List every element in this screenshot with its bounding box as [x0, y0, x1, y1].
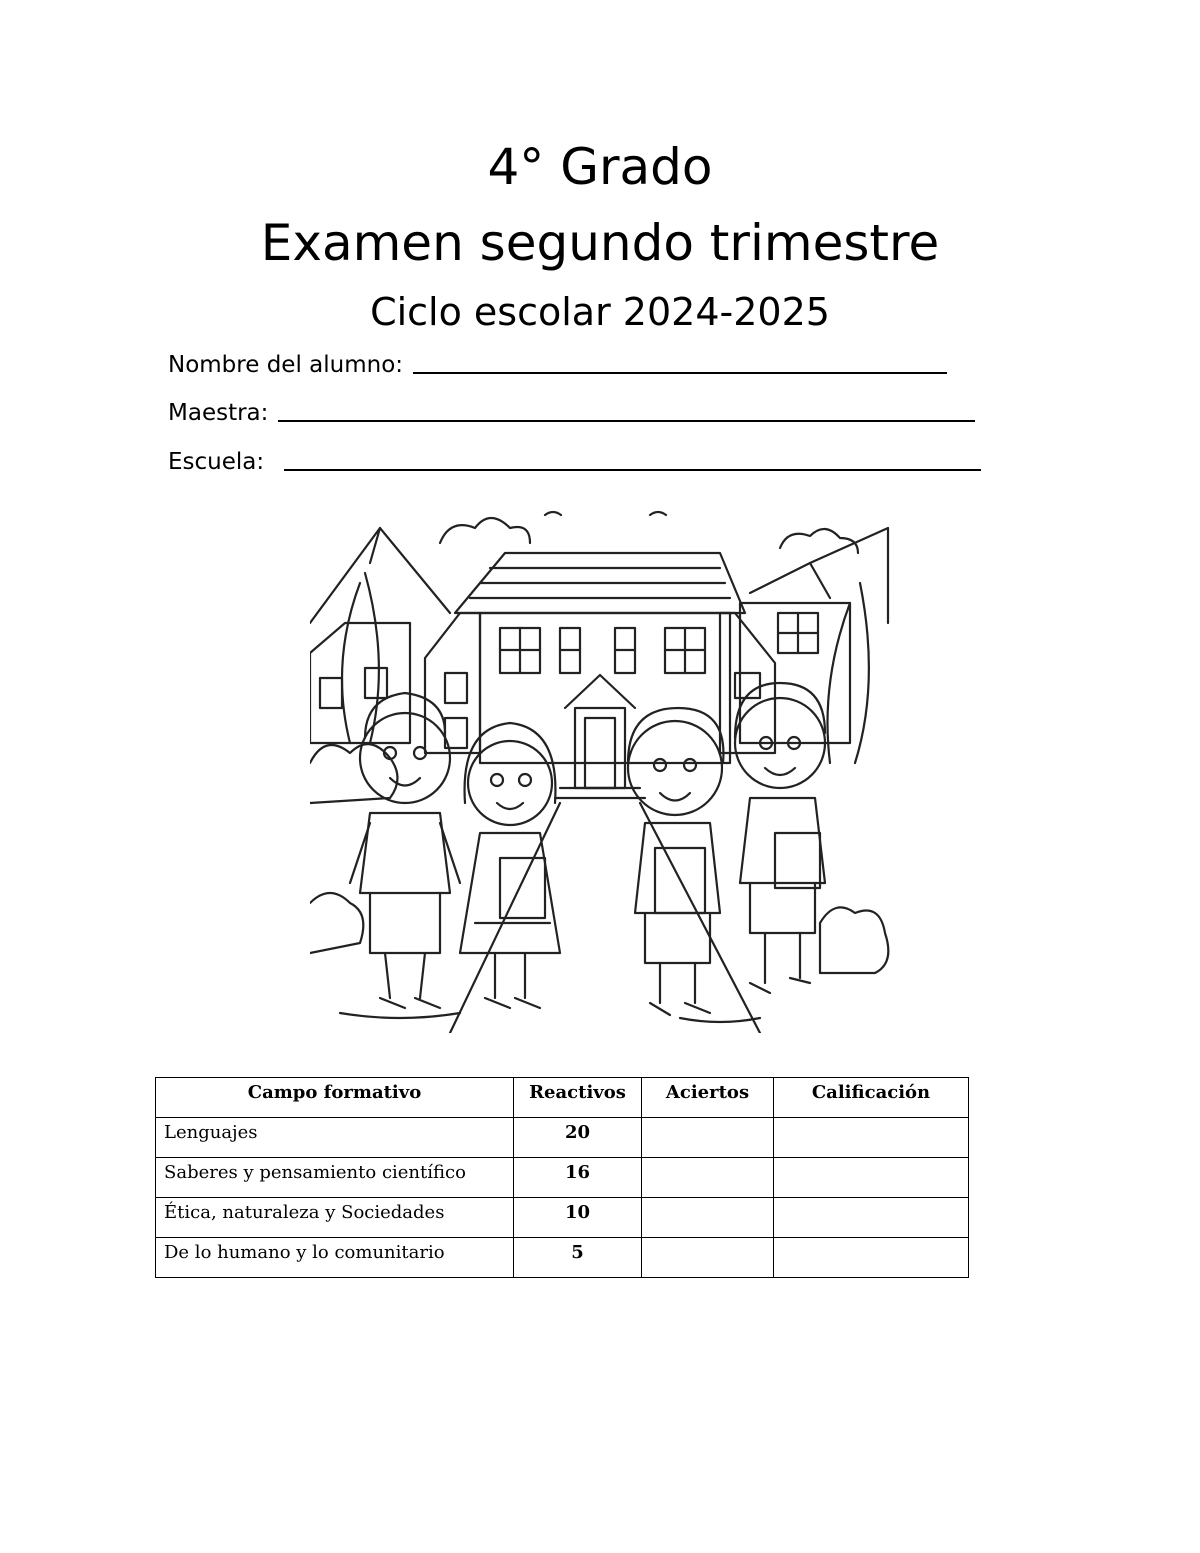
exam-title: Examen segundo trimestre — [260, 214, 940, 272]
school-field — [168, 449, 981, 475]
cell-campo: De lo humano y lo comunitario — [156, 1238, 514, 1278]
cell-aciertos[interactable] — [642, 1118, 774, 1158]
header-campo: Campo formativo — [156, 1078, 514, 1118]
header-calificacion: Calificación — [774, 1078, 969, 1118]
table-header-row — [156, 1078, 969, 1118]
teacher-line[interactable] — [278, 419, 975, 422]
cell-calificacion[interactable] — [774, 1158, 969, 1198]
header-reactivos: Reactivos — [514, 1078, 642, 1118]
cell-aciertos[interactable] — [642, 1238, 774, 1278]
header-aciertos: Aciertos — [642, 1078, 774, 1118]
cell-reactivos: 20 — [514, 1118, 642, 1158]
school-cycle: Ciclo escolar 2024-2025 — [370, 290, 830, 334]
table-row — [156, 1118, 969, 1158]
table-row — [156, 1238, 969, 1278]
school-children-illustration — [310, 503, 890, 1033]
cell-reactivos: 16 — [514, 1158, 642, 1198]
cell-aciertos[interactable] — [642, 1158, 774, 1198]
table-row — [156, 1198, 969, 1238]
cell-campo: Lenguajes — [156, 1118, 514, 1158]
cell-reactivos: 5 — [514, 1238, 642, 1278]
school-label: Escuela: — [168, 449, 265, 475]
cell-calificacion[interactable] — [774, 1238, 969, 1278]
cell-campo: Ética, naturaleza y Sociedades — [156, 1198, 514, 1238]
cell-aciertos[interactable] — [642, 1198, 774, 1238]
cell-calificacion[interactable] — [774, 1118, 969, 1158]
cell-reactivos: 10 — [514, 1198, 642, 1238]
cell-campo: Saberes y pensamiento científico — [156, 1158, 514, 1198]
teacher-label: Maestra: — [168, 400, 269, 426]
cell-calificacion[interactable] — [774, 1198, 969, 1238]
student-name-line[interactable] — [413, 371, 947, 374]
teacher-field — [168, 400, 975, 426]
grade-title: 4° Grado — [487, 138, 713, 196]
score-table — [155, 1077, 969, 1278]
student-name-label: Nombre del alumno: — [168, 352, 404, 378]
table-row — [156, 1158, 969, 1198]
student-name-field — [168, 352, 947, 378]
school-line[interactable] — [284, 468, 981, 471]
